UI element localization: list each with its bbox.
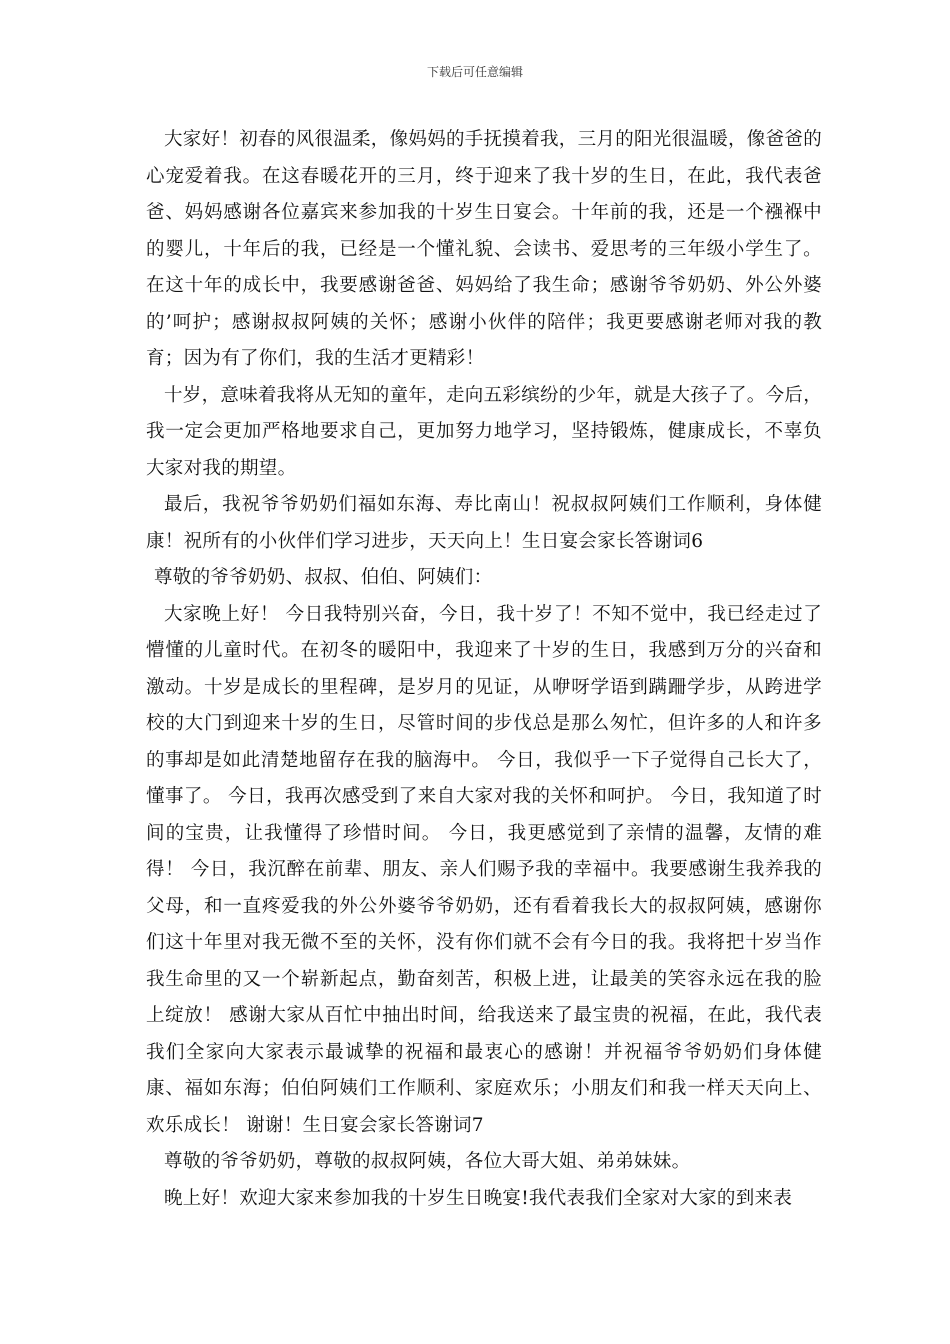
paragraph-salutation-2: 尊敬的爷爷奶奶，尊敬的叔叔阿姨，各位大哥大姐、弟弟妹妹。 xyxy=(164,1151,691,1172)
paragraph-closing-wishes: 最后，我祝爷爷奶奶们福如东海、寿比南山！祝叔叔阿姨们工作顺利，身体健康！祝所有的小伙伴们学习进步，天天向上！生日宴会家长答谢词6 xyxy=(146,494,822,552)
paragraph-ten-years-meaning: 十岁，意味着我将从无知的童年，走向五彩缤纷的少年，就是大孩子了。今后，我一定会更加严格地要求自己，更加努力地学习，坚持锻炼，健康成长，不辜负大家对我的期望。 xyxy=(146,384,823,479)
page-header: 下载后可任意编辑 xyxy=(426,65,523,79)
paragraph-birthday-greeting: 大家好！初春的风很温柔，像妈妈的手抚摸着我，三月的阳光很温暖，像爸爸的心宠爱着我。在这春暖花开的三月，终于迎来了我十岁的生日，在此，我代表爸爸、妈妈感谢各位嘉宾来参加我的十岁生日宴会。十年前的我，还是一个襁褓中的婴儿，十年后的我，已经是一个懂礼貌、会读书、爱思考的三年级小学生了。在这十年的成长中，我要感谢爸爸、妈妈给了我生命；感谢爷爷奶奶、外公外婆的’呵护；感谢叔叔阿姨的关怀；感谢小伙伴的陪伴；我更要感谢老师对我的教育；因为有了你们，我的生活才更精彩！ xyxy=(146,129,823,369)
paragraph-evening-speech: 大家晚上好！ 今日我特别兴奋，今日，我十岁了！不知不觉中，我已经走过了懵懂的儿童时代。在初冬的暖阳中，我迎来了十岁的生日，我感到万分的兴奋和激动。十岁是成长的里程碑，是岁月的见证，从咿呀学语到蹒跚学步，从跨进学校的大门到迎来十岁的生日，尽管时间的步伐总是那么匆忙，但许多的人和许多的事却是如此清楚地留存在我的脑海中。 今日，我似乎一下子觉得自己长大了，懂事了。 今日，我再次感受到了来自大家对我的关怀和呵护。 今日，我知道了时间的宝贵，让我懂得了珍惜时间。 今日，我更感觉到了亲情的温馨，友情的难得！ 今日，我沉醉在前辈、朋友、亲人们赐予我的幸福中。我要感谢生我养我的父母，和一直疼爱我的外公外婆爷爷奶奶，还有看着我长大的叔叔阿姨，感谢你们这十年里对我无微不至的关怀，没有你们就不会有今日的我。我将把十岁当作我生命里的又一个崭新起点，勤奋刻苦，积极上进，让最美的笑容永远在我的脸上绽放！ 感谢大家从百忙中抽出时间，给我送来了最宝贵的祝福，在此，我代表我们全家向大家表示最诚挚的祝福和最衷心的感谢！并祝福爷爷奶奶们身体健康、福如东海；伯伯阿姨们工作顺利、家庭欢乐；小朋友们和我一样天天向上、欢乐成长！ 谢谢！生日宴会家长答谢词7 xyxy=(146,603,822,1136)
paragraph-welcome: 晚上好！欢迎大家来参加我的十岁生日晚宴!我代表我们全家对大家的到来表 xyxy=(164,1187,793,1209)
paragraph-salutation: 尊敬的爷爷奶奶、叔叔、伯伯、阿姨们： xyxy=(154,567,493,588)
document-body xyxy=(146,122,822,1217)
